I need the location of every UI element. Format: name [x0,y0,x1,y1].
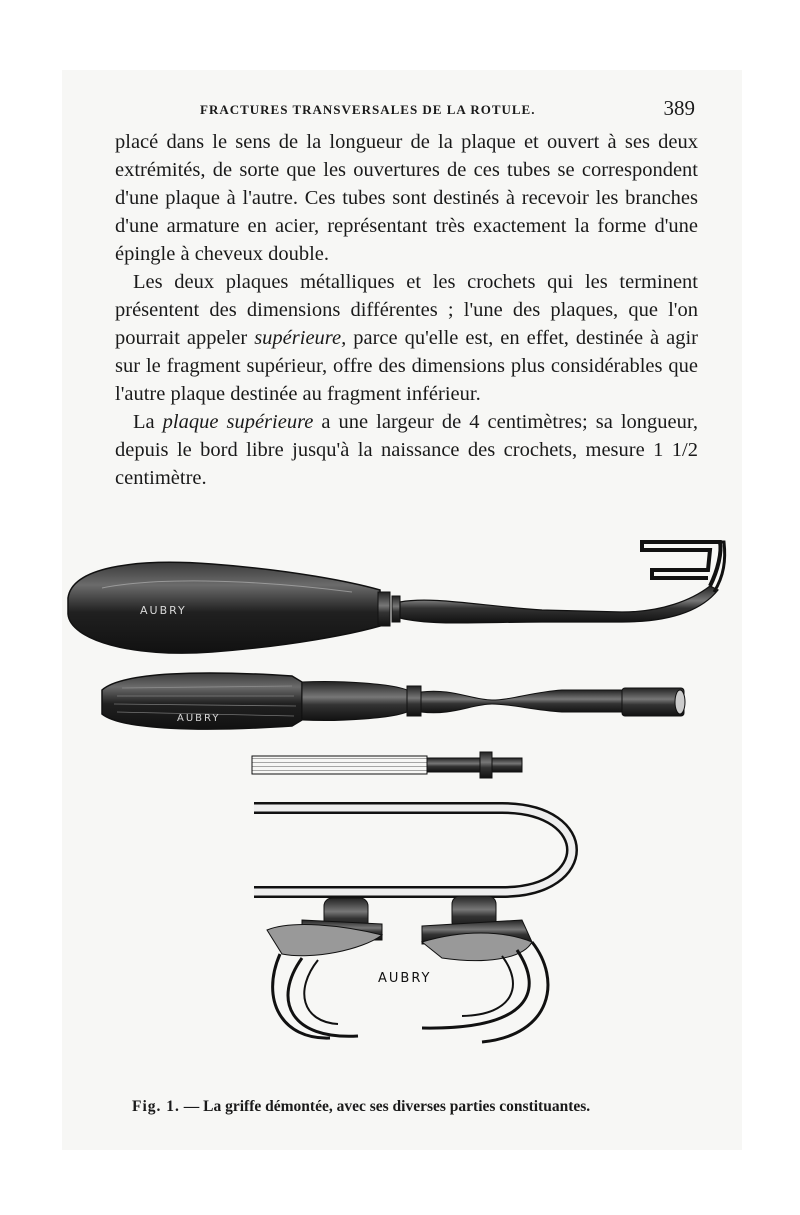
paragraph-3-italic: plaque supérieure [162,411,314,433]
figure-caption-text: — La griffe démontée, avec ses diverses parties constituantes. [179,1098,591,1115]
paragraph-3-text-a: La [133,411,163,433]
paragraph-2 [115,268,698,408]
paragraph-2-text-b: parce qu'elle est, en effet, destinée à agir sur le fragment supérieur, offre des dimensions plus considérables que l'autre plaque destinée au fragment inférieur. [115,327,699,405]
claw-plates [267,896,548,1042]
paragraph-3 [115,408,698,492]
figure-caption-label: Fig. 1. [132,1098,180,1115]
body-text [115,128,698,492]
running-title: FRACTURES TRANSVERSALES DE LA ROTULE. [200,102,536,117]
rod-piece [252,752,522,778]
engraving-label-1: AUBRY [140,604,187,617]
engraving-label-3: AUBRY [378,971,432,986]
paragraph-2-italic: supérieure, [254,327,347,349]
paragraph-2-text-a: Les deux plaques métalliques et les crochets qui les terminent présentent des dimensions différentes ; l'une des plaques, que l'on pourrait appeler [115,271,698,349]
figure-griffe [62,530,738,1060]
tube-instrument [102,673,685,729]
figure-engraving [62,530,738,1060]
page-number: 389 [663,96,695,120]
paragraph-1 [115,128,698,268]
hook-instrument [68,542,725,653]
claw-plate-right [422,896,548,1042]
engraving-label-2: AUBRY [177,713,221,724]
claw-plate-left [267,898,382,1038]
hairpin-armature [254,808,572,892]
page-header [115,98,695,124]
figure-caption [132,1098,692,1116]
paragraph-3-text-b: a une largeur de 4 centimètres; sa longueur, depuis le bord libre jusqu'à la naissance des crochets, mesure 1 1/2 centimètre. [115,411,698,489]
paragraph-1-text: placé dans le sens de la longueur de la plaque et ouvert à ses deux extrémités, de sorte que les ouvertures de ces tubes se correspondent d'une plaque à l'autre. Ces tubes sont destinés à recevoir les branches d'une armature en acier, représentant très exactement la forme d'une épingle à cheveux double. [115,131,698,265]
